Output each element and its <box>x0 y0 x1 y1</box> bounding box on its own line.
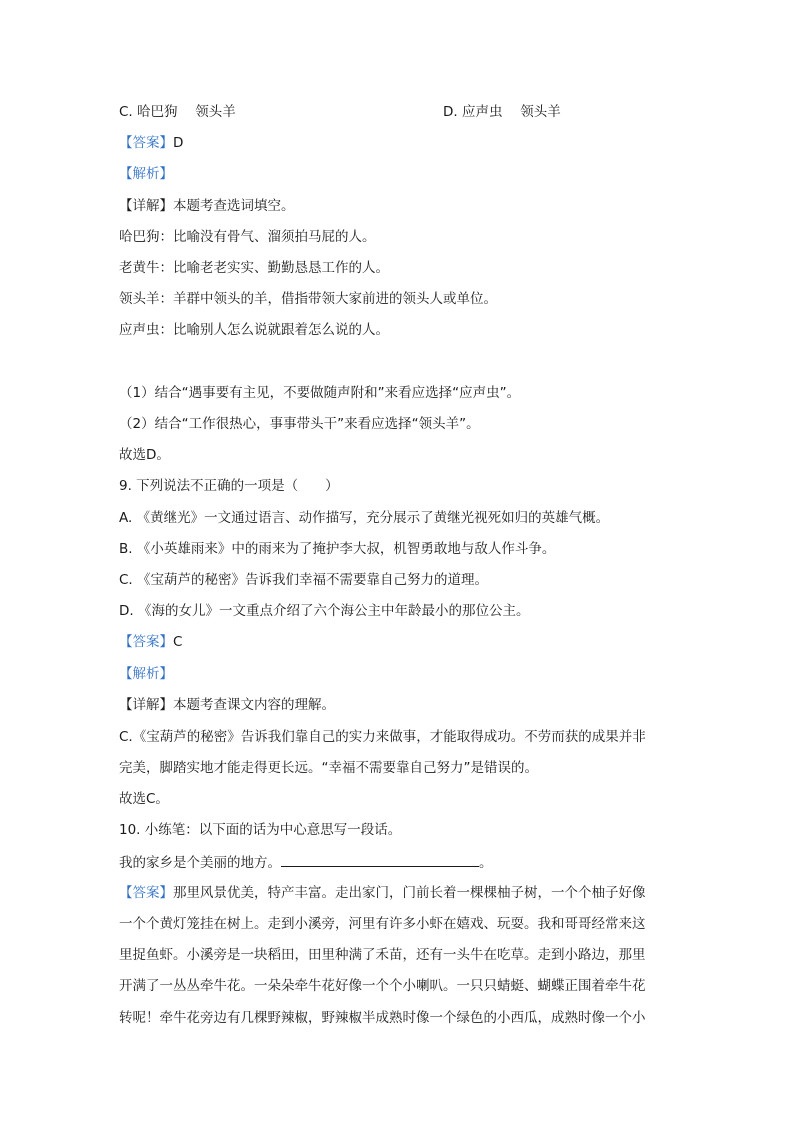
answer-value: C <box>173 634 183 650</box>
q8-option-c-text: C. 哈巴狗 领头羊 <box>119 104 236 120</box>
q8-answer <box>119 133 183 153</box>
q10-answer-line-5: 转呢！牵牛花旁边有几棵野辣椒，野辣椒半成熟时像一个绿色的小西瓜，成熟时像一个小 <box>119 1010 646 1026</box>
answer-tag: 【答案】 <box>119 135 173 151</box>
detail-tag: 【详解】 <box>119 198 173 214</box>
q10-answer-line-3: 里捉鱼虾。小溪旁是一块稻田，田里种满了禾苗，还有一头牛在吃草。走到小路边，那里 <box>119 947 646 963</box>
q10-answer-line-1 <box>119 883 646 903</box>
q9-conclusion: 故选C。 <box>119 791 169 807</box>
q8-explanation-3: 领头羊：羊群中领头的羊，借指带领大家前进的领头人或单位。 <box>119 291 497 307</box>
q9-detail <box>119 695 335 715</box>
q9-option-b: B. 《小英雄雨来》中的雨来为了掩护李大叔，机智勇敢地与敌人作斗争。 <box>119 541 556 557</box>
answer-tag: 【答案】 <box>119 885 173 901</box>
q10-answer-line-2: 一个个黄灯笼挂在树上。走到小溪旁，河里有许多小虾在嬉戏、玩耍。我和哥哥经常来这 <box>119 916 646 932</box>
q9-analysis-tag <box>119 664 173 684</box>
q10-prompt-text: 我的家乡是个美丽的地方。 <box>119 855 281 871</box>
analysis-tag: 【解析】 <box>119 666 173 682</box>
q9-detail-line-2: 完美，脚踏实地才能走得更长远。“幸福不需要靠自己努力”是错误的。 <box>119 760 538 776</box>
q8-analysis-tag <box>119 164 173 184</box>
q8-conclusion: 故选D。 <box>119 447 170 463</box>
q9-answer <box>119 632 182 652</box>
detail-text: 本题考查选词填空。 <box>173 198 295 214</box>
q9-option-c: C. 《宝葫芦的秘密》告诉我们幸福不需要靠自己努力的道理。 <box>119 572 489 588</box>
analysis-tag: 【解析】 <box>119 166 173 182</box>
fill-in-blank[interactable] <box>281 852 479 867</box>
q9-option-d: D. 《海的女儿》一文重点介绍了六个海公主中年龄最小的那位公主。 <box>119 603 530 619</box>
q10-answer-text: 那里风景优美，特产丰富。走出家门，门前长着一棵棵柚子树，一个个柚子好像 <box>173 885 646 901</box>
q8-option-d <box>443 102 561 122</box>
detail-tag: 【详解】 <box>119 697 173 713</box>
q8-explanation-2: 老黄牛：比喻老老实实、勤勤恳恳工作的人。 <box>119 260 389 276</box>
q10-stem: 10. 小练笔：以下面的话为中心意思写一段话。 <box>119 822 402 838</box>
q8-option-c <box>119 102 236 122</box>
answer-value: D <box>173 135 184 151</box>
q10-prompt <box>119 852 493 873</box>
q9-stem: 9. 下列说法不正确的一项是（ ） <box>119 478 339 494</box>
q10-answer-line-4: 开满了一丛丛牵牛花。一朵朵牵牛花好像一个个小喇叭。一只只蜻蜓、蝴蝶正围着牵牛花 <box>119 978 646 994</box>
q10-prompt-end: 。 <box>479 855 493 871</box>
q8-explanation-1: 哈巴狗：比喻没有骨气、溜须拍马屁的人。 <box>119 229 376 245</box>
q9-detail-line-1: C.《宝葫芦的秘密》告诉我们靠自己的实力来做事，才能取得成功。不劳而获的成果并非 <box>119 729 646 745</box>
q8-detail <box>119 196 295 216</box>
q9-option-a: A. 《黄继光》一文通过语言、动作描写，充分展示了黄继光视死如归的英雄气概。 <box>119 510 610 526</box>
q8-explanation-4: 应声虫：比喻别人怎么说就跟着怎么说的人。 <box>119 322 389 338</box>
answer-tag: 【答案】 <box>119 634 173 650</box>
q8-reason-2: （2）结合“工作很热心，事事带头干”来看应选择“领头羊”。 <box>119 416 480 432</box>
detail-text: 本题考查课文内容的理解。 <box>173 697 335 713</box>
q8-reason-1: （1）结合“遇事要有主见，不要做随声附和”来看应选择“应声虫”。 <box>119 385 521 401</box>
q8-option-d-text: D. 应声虫 领头羊 <box>443 104 561 120</box>
